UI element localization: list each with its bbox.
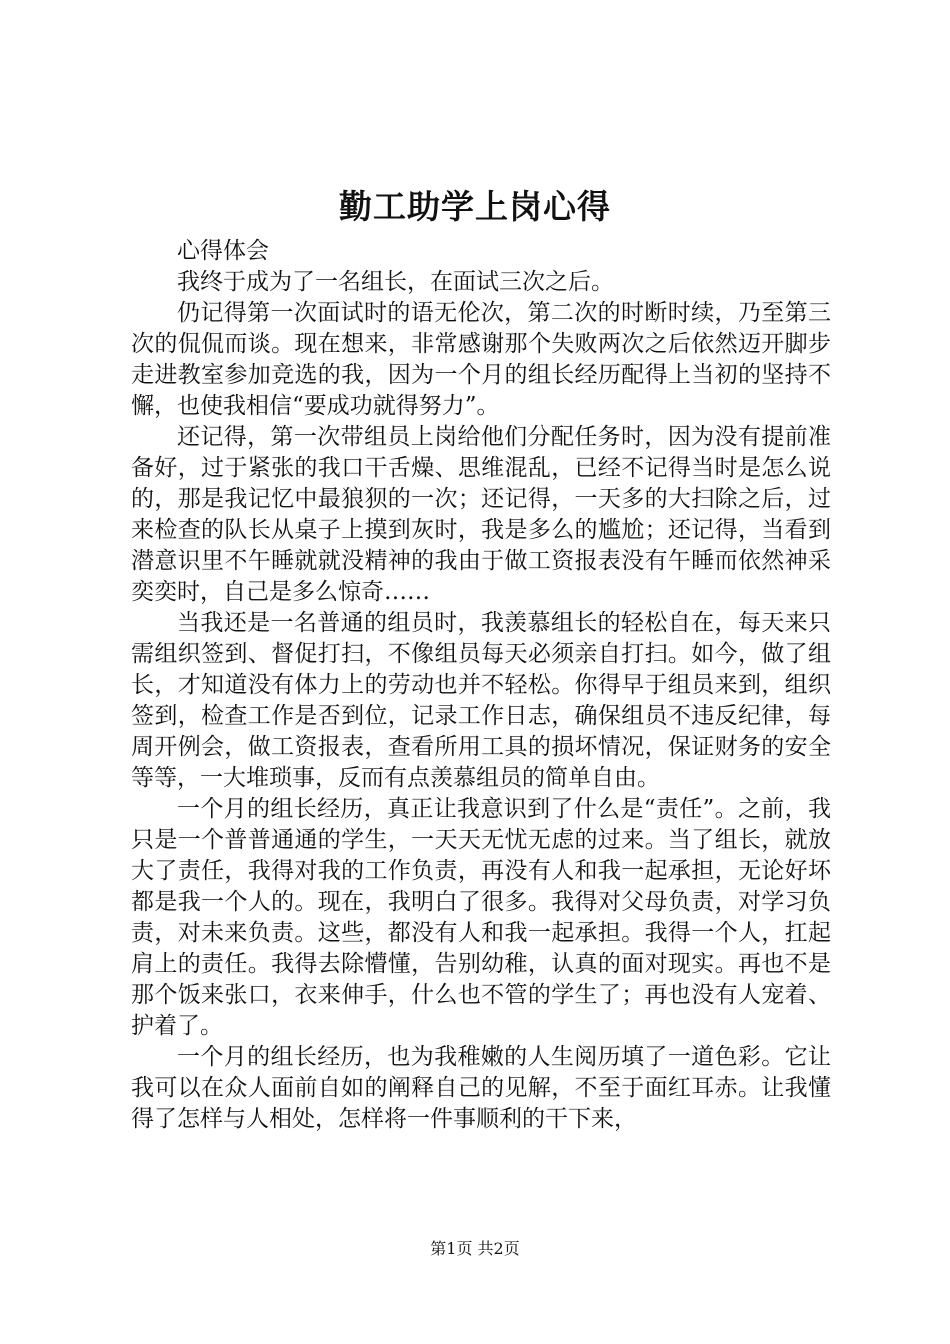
document-body bbox=[131, 236, 831, 1135]
paragraph-heading: 心得体会 bbox=[177, 238, 269, 264]
paragraph: 还记得，第一次带组员上岗给他们分配任务时，因为没有提前准备好，过于紧张的我口干舌燥、思维混乱，已经不记得当时是怎么说的，那是我记忆中最狼狈的一次；还记得，一天多的大扫除之后，过来检查的队长从桌子上摸到灰时，我是多么的尴尬；还记得，当看到潜意识里不午睡就就没精神的我由于做工资报表没有午睡而依然神采奕奕时，自己是多么惊奇…… bbox=[131, 424, 831, 605]
paragraph: 一个月的组长经历，真正让我意识到了什么是“责任”。之前，我只是一个普普通通的学生，一天天无忧无虑的过来。当了组长，就放大了责任，我得对我的工作负责，再没有人和我一起承担，无论好坏都是我一个人的。现在，我明白了很多。我得对父母负责，对学习负责，对未来负责。这些，都没有人和我一起承担。我得一个人，扛起肩上的责任。我得去除懵懂，告别幼稚，认真的面对现实。再也不是那个饭来张口，衣来伸手，什么也不管的学生了；再也没有人宠着、护着了。 bbox=[131, 796, 831, 1039]
page-footer: 第1页 共2页 bbox=[430, 1239, 520, 1258]
document-title: 勤工助学上岗心得 bbox=[339, 187, 611, 226]
paragraph: 我终于成为了一名组长，在面试三次之后。 bbox=[177, 269, 614, 295]
paragraph: 仍记得第一次面试时的语无伦次，第二次的时断时续，乃至第三次的侃侃而谈。现在想来，非常感谢那个失败两次之后依然迈开脚步走进教室参加竞选的我，因为一个月的组长经历配得上当初的坚持不懈，也使我相信“要成功就得努力”。 bbox=[131, 300, 831, 419]
paragraph: 一个月的组长经历，也为我稚嫩的人生阅历填了一道色彩。它让我可以在众人面前自如的阐释自己的见解，不至于面红耳赤。让我懂得了怎样与人相处，怎样将一件事顺利的干下来， bbox=[131, 1044, 831, 1132]
paragraph: 当我还是一名普通的组员时，我羡慕组长的轻松自在，每天来只需组织签到、督促打扫，不像组员每天必须亲自打扫。如今，做了组长，才知道没有体力上的劳动也并不轻松。你得早于组员来到，组织签到，检查工作是否到位，记录工作日志，确保组员不违反纪律，每周开例会，做工资报表，查看所用工具的损坏情况，保证财务的安全等等，一大堆琐事，反而有点羡慕组员的简单自由。 bbox=[131, 610, 831, 791]
